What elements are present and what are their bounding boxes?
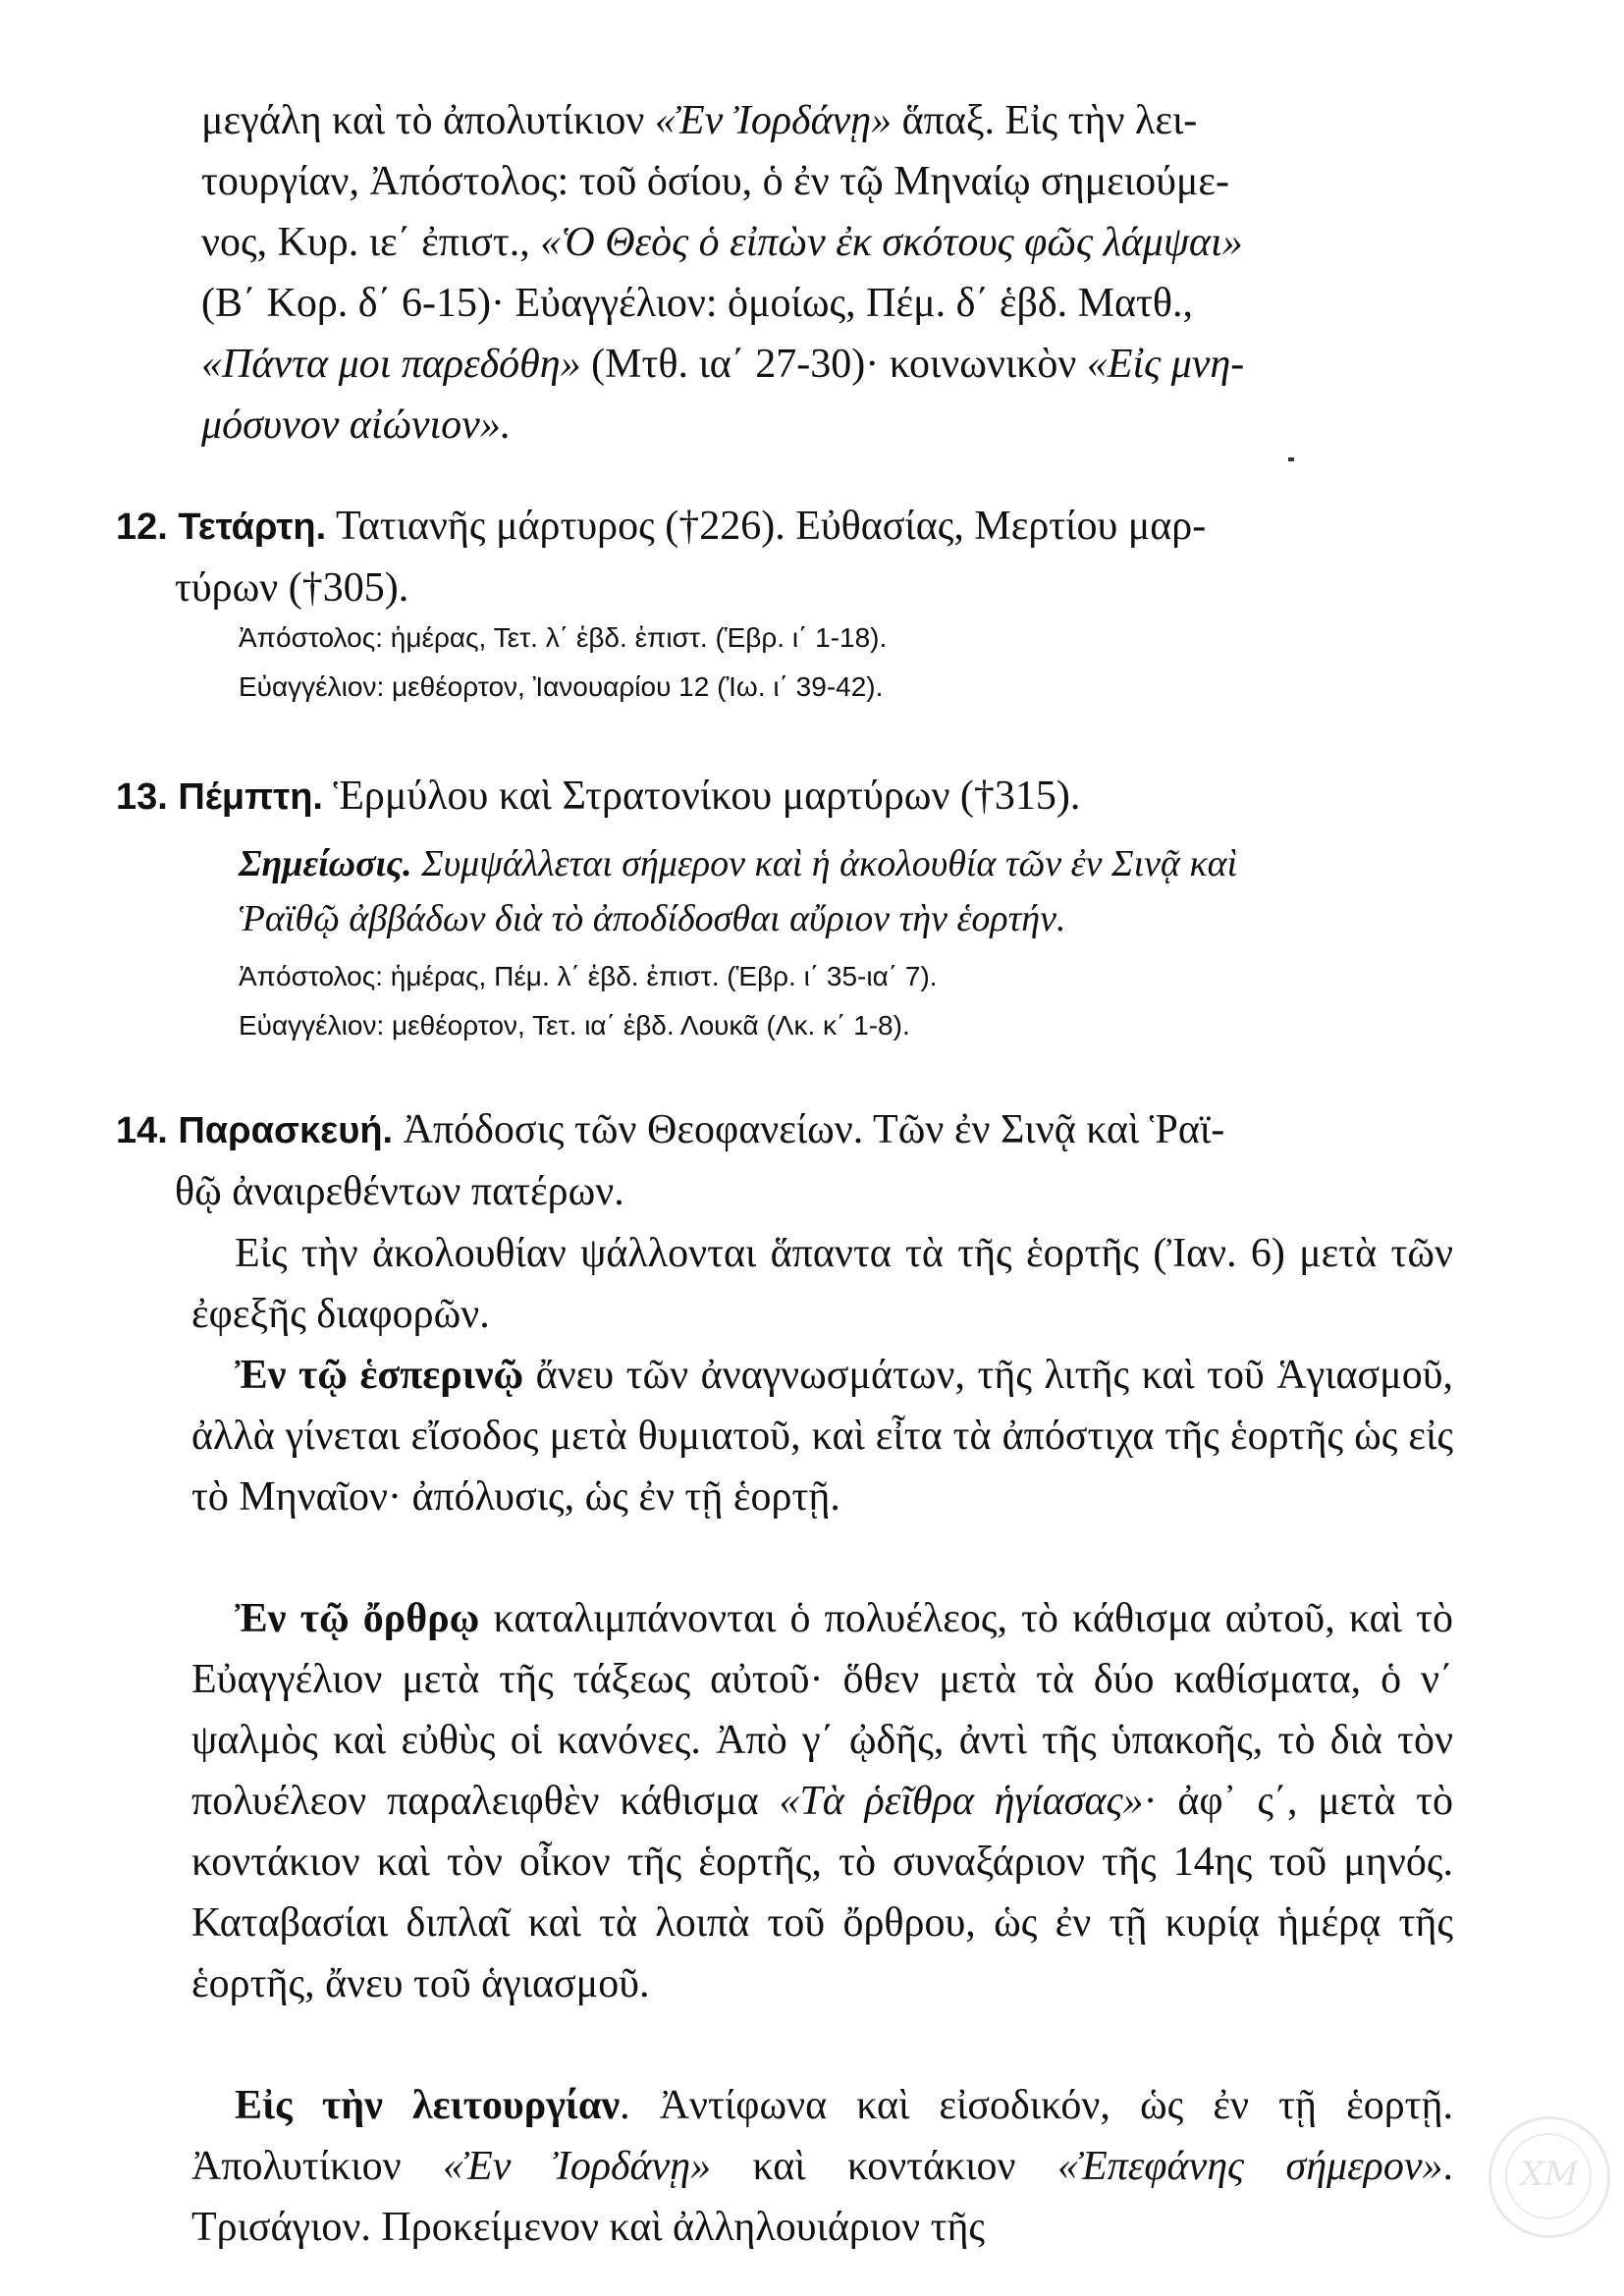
note-label: Σημείωσις. [239, 843, 412, 884]
entry-14-heading: 14. Παρασκευή. Ἀπόδοσις τῶν Θεοφανείων. Τῶν ἐν Σινᾷ καὶ Ῥαϊ- θῷ ἀναιρεθέντων πατέρων. [116, 1107, 1225, 1214]
entry-13-apostle: Ἀπόστολος: ἡμέρας, Πέμ. λ΄ ἑβδ. ἐπιστ. (Ἑβρ. ι΄ 35-ια΄ 7). [239, 961, 938, 991]
intro-paragraph [201, 90, 1453, 455]
entry-12-day: Τετάρτη. [178, 507, 327, 548]
entry-13-readings [239, 957, 1446, 1045]
intro-line: «Πάντα μοι παρεδόθη» (Μτθ. ια΄ 27-30)· κοινωνικὸν «Εἰς μνη- [201, 342, 1245, 387]
entry-13-day: Πέμπτη. [178, 776, 323, 818]
entry-12-apostle: Ἀπόστολος: ἡμέρας, Τετ. λ΄ ἑβδ. ἐπιστ. (Ἑβρ. ι΄ 1-18). [239, 622, 888, 653]
entry-14-number: 14. [116, 1110, 168, 1151]
intro-line: μεγάλη καὶ τὸ ἀπολυτίκιον «Ἐν Ἰορδάνῃ» ἅπαξ. Εἰς τὴν λει- [201, 98, 1198, 143]
entry-13-heading: 13. Πέμπτη. Ἑρμύλου καὶ Στρατονίκου μαρτύρων (†315). [116, 774, 1081, 819]
orthros-heading: Ἐν τῷ ὄρθρῳ [235, 1596, 480, 1641]
intro-line: μόσυνον αἰώνιον». [201, 402, 512, 448]
watermark-seal [1489, 2116, 1610, 2238]
entry-12-readings [239, 618, 1446, 707]
note-line: Σημείωσις. Συμψάλλεται σήμερον καὶ ἡ ἀκολουθία τῶν ἐν Σινᾷ καὶ [239, 843, 1238, 884]
entry-14-paragraph-orthros: Ἐν τῷ ὄρθρῳ καταλιμπάνονται ὁ πολυέλεος, τὸ κάθισμα αὐτοῦ, καὶ τὸ Εὐαγγέλιον μετὰ τῆς τάξεως αὐτοῦ· ὅθεν μετὰ τὰ δύο καθίσματα, ὁ ν΄ ψαλμὸς καὶ εὐθὺς οἱ κανόνες. Ἀπὸ γ΄ ᾠδῆς, ἀντὶ τῆς ὑπακοῆς, τὸ διὰ τὸν πολυέλεον παραλειφθὲν κάθισμα «Τὰ ῥεῖθρα ἡγίασας»· ἀφ᾽ ς΄, μετὰ τὸ κοντάκιον καὶ τὸν οἶκον τῆς ἑορτῆς, τὸ συναξάριον τῆς 14ης τοῦ μηνός. Καταβασίαι διπλαῖ καὶ τὰ λοιπὰ τοῦ ὄρθρου, ὡς ἐν τῇ κυρίᾳ ἡμέρᾳ τῆς ἑορτῆς, ἄνευ τοῦ ἁγιασμοῦ. [191, 1596, 1453, 2006]
intro-line: νος, Κυρ. ιε΄ ἐπιστ., «Ὁ Θεὸς ὁ εἰπὼν ἐκ σκότους φῶς λάμψαι» [201, 220, 1243, 265]
entry-13-number: 13. [116, 776, 168, 818]
liturgy-heading: Εἰς τὴν λειτουργίαν [235, 2083, 621, 2128]
entry-12-heading: 12. Τετάρτη. Τατιανῆς μάρτυρος (†226). Εὐθασίας, Μερτίου μαρ- τύρων (†305). [116, 504, 1207, 611]
entry-13-gospel: Εὐαγγέλιον: μεθέορτον, Τετ. ια΄ ἑβδ. Λουκᾶ (Λκ. κ΄ 1-8). [239, 1010, 910, 1041]
vespers-heading: Ἐν τῷ ἑσπερινῷ [235, 1353, 524, 1398]
entry-12-gospel: Εὐαγγέλιον: μεθέορτον, Ἰανουαρίου 12 (Ἰω. ι΄ 39-42). [239, 671, 884, 702]
note-line: Ῥαϊθῷ ἀββάδων διὰ τὸ ἀποδίδοσθαι αὔριον τὴν ἑορτήν. [239, 898, 1066, 939]
stray-mark [1288, 457, 1294, 461]
entry-14-paragraph-1: Εἰς τὴν ἀκολουθίαν ψάλλονται ἅπαντα τὰ τῆς ἑορτῆς (Ἰαν. 6) μετὰ τῶν ἐφεξῆς διαφορῶν. [191, 1231, 1453, 1337]
watermark-monogram: ΧΜ [1520, 2155, 1579, 2194]
intro-line: τουργίαν, Ἀπόστολος: τοῦ ὁσίου, ὁ ἐν τῷ Μηναίῳ σημειούμε- [201, 159, 1230, 204]
entry-14-paragraph-liturgy: Εἰς τὴν λειτουργίαν. Ἀντίφωνα καὶ εἰσοδικόν, ὡς ἐν τῇ ἑορτῇ. Ἀπολυτίκιον «Ἐν Ἰορδάνῃ» καὶ κοντάκιον «Ἐπεφάνης σήμερον». Τρισάγιον. Προκείμενον καὶ ἀλληλουιάριον τῆς [191, 2083, 1454, 2250]
entry-14-day: Παρασκευή. [178, 1110, 394, 1151]
entry-12-number: 12. [116, 507, 168, 548]
entry-14-paragraph-vespers: Ἐν τῷ ἑσπερινῷ ἄνευ τῶν ἀναγνωσμάτων, τῆς λιτῆς καὶ τοῦ Ἁγιασμοῦ, ἀλλὰ γίνεται εἴσοδος μετὰ θυμιατοῦ, καὶ εἶτα τὰ ἀπόστιχα τῆς ἑορτῆς ὡς εἰς τὸ Μηναῖον· ἀπόλυσις, ὡς ἐν τῇ ἑορτῇ. [191, 1353, 1453, 1520]
entry-13-note [239, 836, 1451, 946]
intro-line: (Β΄ Κορ. δ΄ 6-15)· Εὐαγγέλιον: ὁμοίως, Πέμ. δ΄ ἑβδ. Ματθ., [201, 281, 1194, 326]
